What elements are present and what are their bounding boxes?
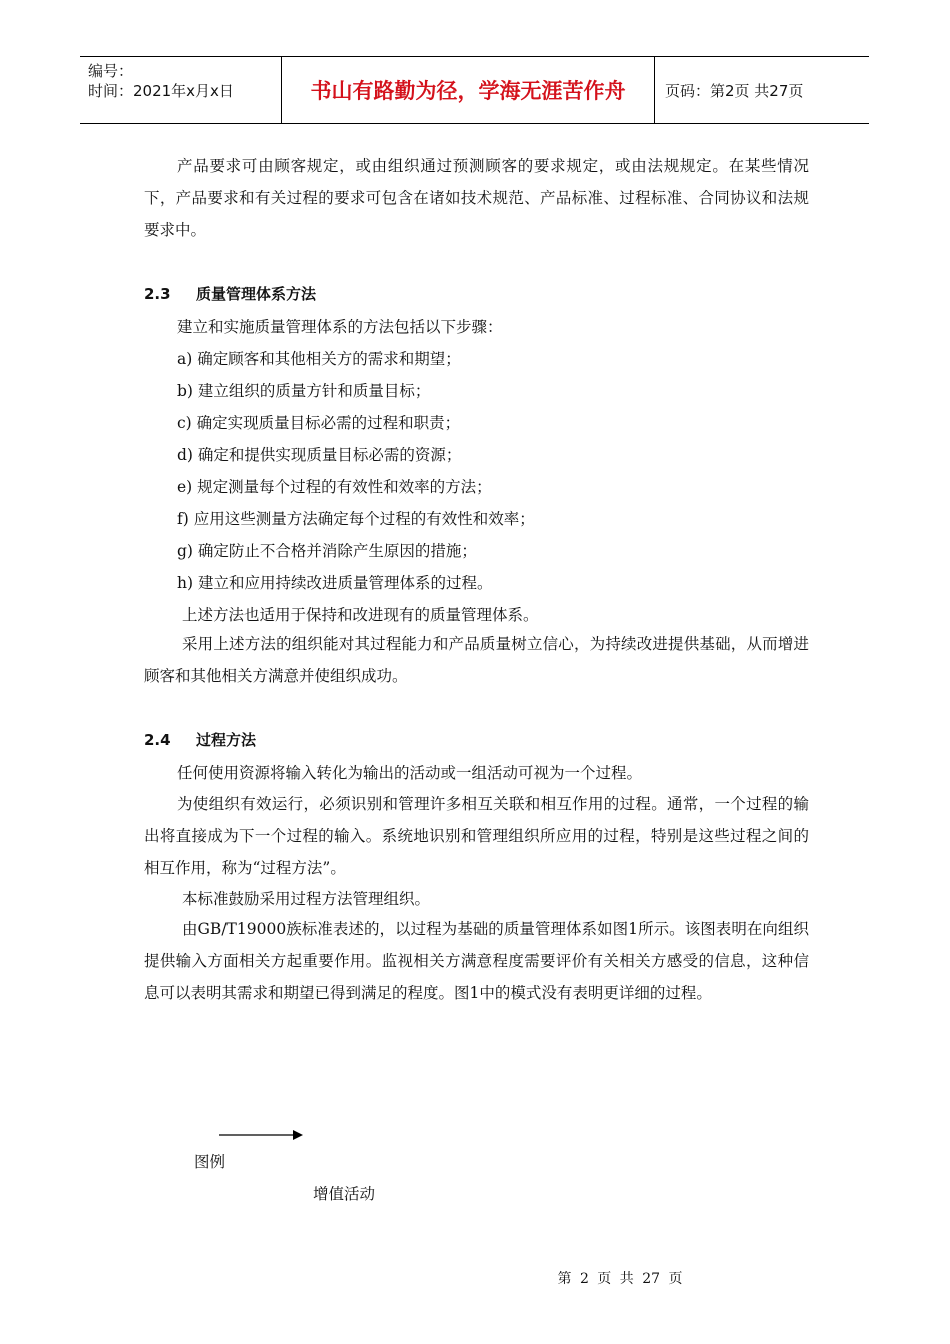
list-item: g) 确定防止不合格并消除产生原因的措施； xyxy=(177,542,477,560)
section-heading-2-4 xyxy=(144,728,256,752)
paragraph: 本标准鼓励采用过程方法管理组织。 xyxy=(182,890,431,908)
section-number: 2.3 xyxy=(144,285,171,303)
list-item: e) 规定测量每个过程的有效性和效率的方法； xyxy=(177,478,492,496)
paragraph: 上述方法也适用于保持和改进现有的质量管理体系。 xyxy=(182,606,539,624)
section-intro: 建立和实施质量管理体系的方法包括以下步骤： xyxy=(177,318,503,336)
list-item: c) 确定实现质量目标必需的过程和职责； xyxy=(177,414,461,432)
list-item: h) 建立和应用持续改进质量管理体系的过程。 xyxy=(177,574,493,592)
paragraph: 为使组织有效运行，必须识别和管理许多相互关联和相互作用的过程。通常，一个过程的输出将直接成为下一个过程的输入。系统地识别和管理组织所应用的过程，特别是这些过程之间的相互作用，称为“过程方法”。 xyxy=(144,795,809,877)
paragraph: 任何使用资源将输入转化为输出的活动或一组活动可视为一个过程。 xyxy=(177,764,643,782)
legend-label: 图例 xyxy=(194,1153,226,1171)
section-heading-2-3 xyxy=(144,282,316,306)
section-number: 2.4 xyxy=(144,731,171,749)
header-meta xyxy=(80,57,282,123)
section-title: 过程方法 xyxy=(196,731,257,749)
paragraph: 产品要求可由顾客规定，或由组织通过预测顾客的要求规定，或由法规规定。在某些情况下，产品要求和有关过程的要求可包含在诸如技术规范、产品标准、过程标准、合同协议和法规要求中。 xyxy=(144,157,809,239)
motto-text: 书山有路勤为径，学海无涯苦作舟 xyxy=(310,79,626,103)
document-header xyxy=(80,56,869,124)
list-item: f) 应用这些测量方法确定每个过程的有效性和效率； xyxy=(177,510,535,528)
list-item: a) 确定顾客和其他相关方的需求和期望； xyxy=(177,350,461,368)
legend-value-added: 增值活动 xyxy=(313,1185,376,1203)
section-title: 质量管理体系方法 xyxy=(196,285,317,303)
document-date: 时间：2021年x月x日 xyxy=(88,82,234,100)
header-page-info xyxy=(655,57,869,123)
list-item: b) 建立组织的质量方针和质量目标； xyxy=(177,382,431,400)
paragraph: 采用上述方法的组织能对其过程能力和产品质量树立信心，为持续改进提供基础，从而增进顾客和其他相关方满意并使组织成功。 xyxy=(144,635,809,685)
list-item: d) 确定和提供实现质量目标必需的资源； xyxy=(177,446,462,464)
header-motto xyxy=(282,57,655,123)
page-footer: 第 2 页 共 27 页 xyxy=(557,1271,683,1287)
document-number: 编号： xyxy=(88,62,134,80)
paragraph: 由GB/T19000族标准表述的，以过程为基础的质量管理体系如图1所示。该图表明在向组织提供输入方面相关方起重要作用。监视相关方满意程度需要评价有关相关方感受的信息，这种信息可以表明其需求和期望已得到满足的程度。图1中的模式没有表明更详细的过程。 xyxy=(144,920,809,1002)
page-info-text: 页码：第2页 共27页 xyxy=(665,81,804,100)
arrow-icon xyxy=(219,1128,303,1142)
